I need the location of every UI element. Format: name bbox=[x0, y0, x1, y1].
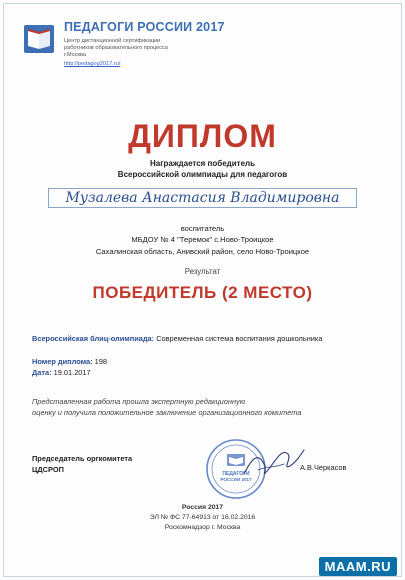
position-text: воспитатель bbox=[180, 224, 225, 233]
header-link[interactable]: http://pedagog2017.ru/ bbox=[64, 61, 121, 67]
org-line-1: МБДОУ № 4 "Теремок" с.Ново-Троицкое bbox=[131, 235, 274, 244]
signer-name: А.В.Черкасов bbox=[300, 463, 347, 472]
award-line-2: Всероссийской олимпиады для педагогов bbox=[117, 170, 288, 179]
chair-line-1: Председатель оргкомитета bbox=[32, 454, 133, 463]
date-value: 19.01.2017 bbox=[53, 368, 91, 377]
place-result: ПОБЕДИТЕЛЬ (2 МЕСТО) bbox=[92, 283, 313, 302]
number-row bbox=[32, 357, 107, 366]
watermark-badge[interactable]: MAAM.RU bbox=[319, 557, 397, 576]
date-row bbox=[32, 368, 91, 377]
footer-line-2: ЭЛ № ФС 77-64913 от 16.02.2016 bbox=[149, 514, 256, 521]
award-line-1: Награждается победитель bbox=[149, 159, 256, 168]
footer-line-3: Роскомнадзор г. Москва bbox=[164, 524, 241, 531]
result-label: Результат bbox=[184, 267, 221, 276]
diploma-title: ДИПЛОМ bbox=[128, 118, 277, 154]
chair-line-2: ЦДСРОП bbox=[32, 465, 64, 474]
date-label: Дата: bbox=[32, 368, 52, 377]
recipient-name: Музалева Анастасия Владимировна bbox=[65, 190, 340, 206]
header-line-1: Центр дистанционной сертификации bbox=[64, 38, 161, 44]
stamp-text-top: ПЕДАГОГИ bbox=[222, 471, 250, 477]
signature-scribble bbox=[238, 440, 308, 486]
olympiad-value: Современная система воспитания дошкольника bbox=[156, 334, 323, 343]
note-line-1: Представленная работа прошла экспертную редакционную bbox=[32, 397, 246, 406]
header-line-3: г.Москва bbox=[64, 52, 87, 58]
footer-line-1: Россия 2017 bbox=[181, 504, 224, 511]
header-line-2: работников образовательного процесса bbox=[64, 45, 168, 51]
note-line-2: оценку и получила положительное заключение организационного комитета bbox=[32, 408, 302, 417]
header-title: ПЕДАГОГИ РОССИИ 2017 bbox=[64, 20, 225, 34]
olympiad-label: Всероссийская блиц-олимпиада: bbox=[32, 334, 155, 343]
olympiad-row bbox=[32, 334, 322, 343]
org-line-2: Сахалинская область, Анивский район, село Ново-Троицкое bbox=[95, 247, 310, 256]
number-value: 198 bbox=[94, 357, 107, 366]
book-logo-icon bbox=[22, 21, 58, 57]
number-label: Номер диплома: bbox=[32, 357, 93, 366]
stamp-text-bottom: РОССИИ 2017 bbox=[220, 477, 252, 482]
